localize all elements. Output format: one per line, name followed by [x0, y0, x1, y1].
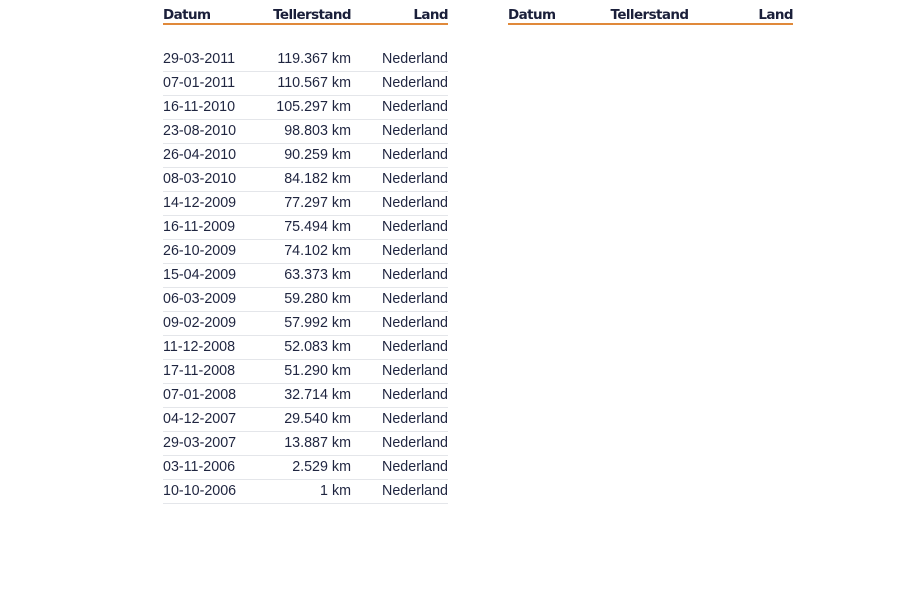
cell-date: 04-12-2007 [163, 408, 258, 432]
cell-odometer: 90.259 km [258, 144, 351, 168]
column-header-odometer: Tellerstand [258, 7, 351, 24]
table-header-row [508, 7, 793, 24]
table-row [163, 288, 448, 312]
cell-country: Nederland [351, 288, 448, 312]
cell-country: Nederland [351, 72, 448, 96]
table-body [163, 24, 448, 504]
cell-odometer: 74.102 km [258, 240, 351, 264]
cell-country: Nederland [351, 480, 448, 504]
column-header-odometer: Tellerstand [603, 7, 696, 24]
table-row [163, 144, 448, 168]
cell-country: Nederland [351, 168, 448, 192]
cell-date: 11-12-2008 [163, 336, 258, 360]
cell-odometer: 98.803 km [258, 120, 351, 144]
cell-country: Nederland [351, 240, 448, 264]
table-row [163, 360, 448, 384]
cell-odometer: 29.540 km [258, 408, 351, 432]
column-header-country: Land [351, 7, 448, 24]
cell-date: 14-12-2009 [163, 192, 258, 216]
cell-odometer: 52.083 km [258, 336, 351, 360]
cell-country: Nederland [351, 384, 448, 408]
cell-odometer: 2.529 km [258, 456, 351, 480]
table-row [163, 312, 448, 336]
table-row [163, 48, 448, 72]
table-row [163, 192, 448, 216]
cell-date: 03-11-2006 [163, 456, 258, 480]
odometer-history-table-secondary [508, 7, 793, 25]
cell-date: 06-03-2009 [163, 288, 258, 312]
cell-country: Nederland [351, 216, 448, 240]
cell-odometer: 59.280 km [258, 288, 351, 312]
cell-date: 10-10-2006 [163, 480, 258, 504]
cell-odometer: 13.887 km [258, 432, 351, 456]
cell-country: Nederland [351, 192, 448, 216]
cell-odometer: 84.182 km [258, 168, 351, 192]
cell-date: 07-01-2011 [163, 72, 258, 96]
table-row [163, 408, 448, 432]
cell-odometer: 51.290 km [258, 360, 351, 384]
cell-country: Nederland [351, 408, 448, 432]
cell-country: Nederland [351, 120, 448, 144]
cell-country: Nederland [351, 336, 448, 360]
cell-country: Nederland [351, 144, 448, 168]
table-row [163, 96, 448, 120]
cell-date: 08-03-2010 [163, 168, 258, 192]
cell-odometer: 110.567 km [258, 72, 351, 96]
odometer-history-table [163, 7, 448, 504]
table-row [163, 264, 448, 288]
cell-date: 26-10-2009 [163, 240, 258, 264]
cell-date: 16-11-2010 [163, 96, 258, 120]
cell-date: 07-01-2008 [163, 384, 258, 408]
cell-date: 15-04-2009 [163, 264, 258, 288]
cell-odometer: 77.297 km [258, 192, 351, 216]
cell-date: 17-11-2008 [163, 360, 258, 384]
table-row [163, 120, 448, 144]
cell-date: 26-04-2010 [163, 144, 258, 168]
cell-country: Nederland [351, 432, 448, 456]
table-row [163, 336, 448, 360]
table-row [163, 72, 448, 96]
cell-odometer: 75.494 km [258, 216, 351, 240]
column-header-date: Datum [163, 7, 258, 24]
table-row [163, 456, 448, 480]
cell-odometer: 119.367 km [258, 48, 351, 72]
cell-country: Nederland [351, 48, 448, 72]
column-header-country: Land [696, 7, 793, 24]
table-row [163, 480, 448, 504]
cell-date: 29-03-2007 [163, 432, 258, 456]
cell-date: 16-11-2009 [163, 216, 258, 240]
cell-odometer: 57.992 km [258, 312, 351, 336]
cell-country: Nederland [351, 360, 448, 384]
column-header-date: Datum [508, 7, 603, 24]
header-spacer [163, 24, 448, 48]
table-row [163, 240, 448, 264]
cell-odometer: 32.714 km [258, 384, 351, 408]
cell-date: 29-03-2011 [163, 48, 258, 72]
cell-odometer: 1 km [258, 480, 351, 504]
table-row [163, 216, 448, 240]
cell-country: Nederland [351, 264, 448, 288]
cell-odometer: 105.297 km [258, 96, 351, 120]
table-row [163, 168, 448, 192]
cell-odometer: 63.373 km [258, 264, 351, 288]
cell-country: Nederland [351, 96, 448, 120]
table-row [163, 384, 448, 408]
cell-date: 09-02-2009 [163, 312, 258, 336]
table-header-row [163, 7, 448, 24]
cell-country: Nederland [351, 456, 448, 480]
cell-country: Nederland [351, 312, 448, 336]
cell-date: 23-08-2010 [163, 120, 258, 144]
table-row [163, 432, 448, 456]
